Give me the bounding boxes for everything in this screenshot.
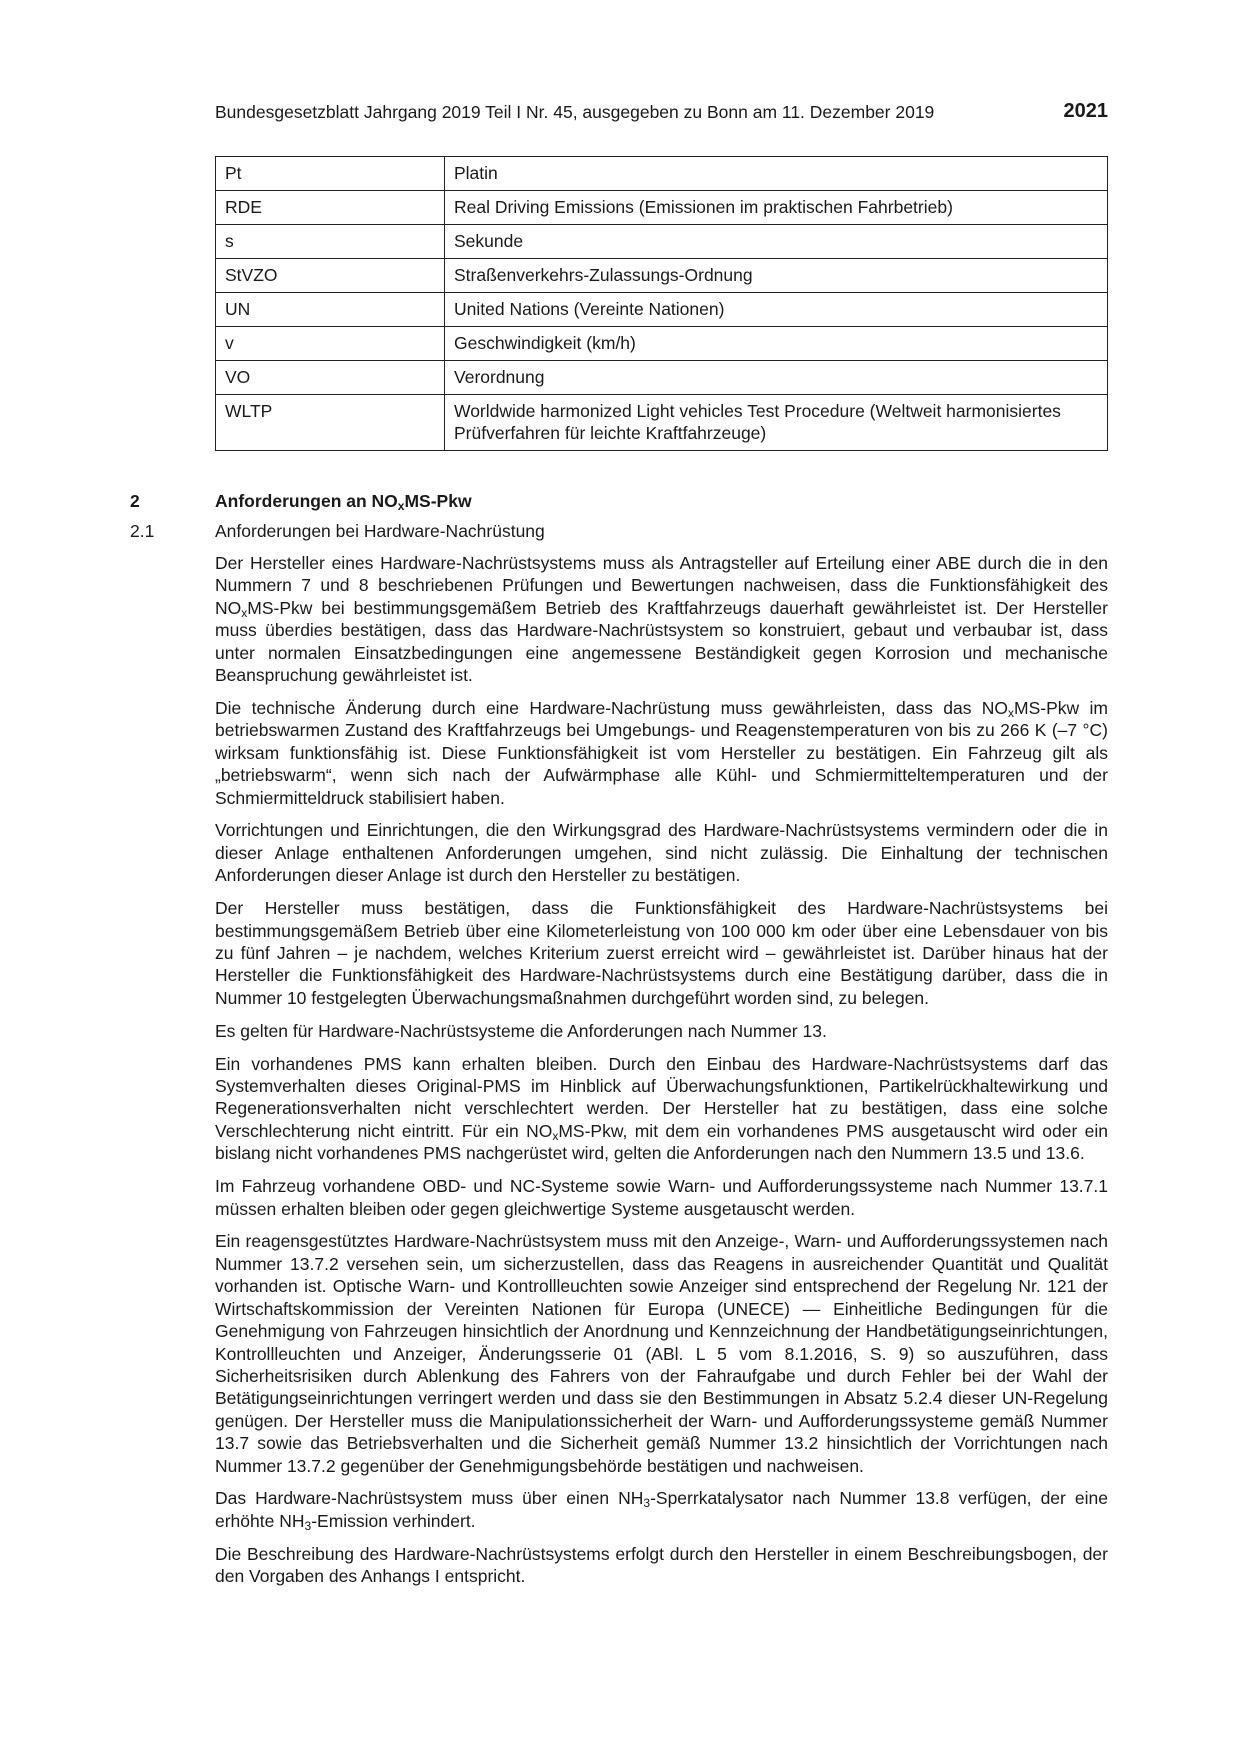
abbreviation-cell: s xyxy=(216,225,445,259)
abbreviation-cell: WLTP xyxy=(216,395,445,451)
paragraph xyxy=(215,1487,1108,1532)
paragraph-text: MS-Pkw bei bestimmungsgemäßem Betrieb des Kraftfahrzeugs dauerhaft gewährleistet ist. Der Hersteller muss überdies bestätigen, dass das Hardware-Nachrüstsystem so konstruiert, gebaut und verbaubar ist, dass unter normalen Einsatzbedingungen eine angemessene Beständigkeit gegen Korrosion und mechanische Beanspruchung gewährleistet ist. xyxy=(215,597,1108,686)
table-row xyxy=(216,327,1108,361)
abbreviation-cell: Pt xyxy=(216,157,445,191)
body-text xyxy=(215,552,1108,1598)
paragraph-text: Das Hardware-Nachrüstsystem muss über einen NH xyxy=(215,1488,644,1509)
section-heading xyxy=(215,490,472,512)
table-row xyxy=(216,191,1108,225)
paragraph-text: Ein vorhandenes PMS kann erhalten bleiben. Durch den Einbau des Hardware-Nachrüstsystems darf das Systemverhalten dieses Original-PMS im Hinblick auf Überwachungsfunktionen, Partikelrückhaltewirkung und Regenerationsverhalten nicht verschlechtert werden. Der Hersteller hat zu bestätigen, dass eine solche Verschlechterung nicht eintritt. Für ein NO xyxy=(215,1053,1108,1141)
meaning-cell: Geschwindigkeit (km/h) xyxy=(445,327,1108,361)
table-row xyxy=(216,395,1108,451)
paragraph: Es gelten für Hardware-Nachrüstsysteme die Anforderungen nach Nummer 13. xyxy=(215,1020,827,1041)
table-row xyxy=(216,157,1108,191)
meaning-cell: Worldwide harmonized Light vehicles Test Procedure (Weltweit harmonisiertes Prüfverfahren für leichte Kraftfahrzeuge) xyxy=(445,395,1108,451)
section-heading-part: MS-Pkw xyxy=(404,491,472,511)
section-heading-part: Anforderungen an NO xyxy=(215,491,398,511)
subscript: 3 xyxy=(304,1518,312,1533)
table-row xyxy=(216,293,1108,327)
subscript: x xyxy=(1008,705,1015,720)
meaning-cell: Platin xyxy=(445,157,1108,191)
abbreviation-cell: UN xyxy=(216,293,445,327)
paragraph xyxy=(215,697,1108,809)
paragraph: Im Fahrzeug vorhandene OBD- und NC-Systeme sowie Warn- und Aufforderungssysteme nach Nummer 13.7.1 müssen erhalten bleiben oder gegen gleichwertige Systeme ausgetauscht werden. xyxy=(215,1176,1108,1219)
meaning-cell: Verordnung xyxy=(445,361,1108,395)
page-number: 2021 xyxy=(1063,100,1108,122)
meaning-cell: Straßenverkehrs-Zulassungs-Ordnung xyxy=(445,259,1108,293)
paragraph: Vorrichtungen und Einrichtungen, die den Wirkungsgrad des Hardware-Nachrüstsystems vermindern oder die in dieser Anlage enthaltenen Anforderungen umgehen, sind nicht zulässig. Die Einhaltung der technischen Anforderungen dieser Anlage ist durch den Hersteller zu bestätigen. xyxy=(215,820,1108,886)
abbreviation-cell: RDE xyxy=(216,191,445,225)
paragraph-text: Der Hersteller eines Hardware-Nachrüstsystems muss als Antragsteller auf Erteilung einer ABE durch die in den Nummern 7 und 8 beschriebenen Prüfungen und Bewertungen nachweisen, dass die Funktionsfähigkeit des NO xyxy=(215,553,1108,618)
subscript: 3 xyxy=(643,1496,651,1511)
paragraph xyxy=(215,1053,1108,1165)
meaning-cell: Sekunde xyxy=(445,225,1108,259)
subscript: x xyxy=(552,1128,559,1143)
paragraph-text: -Emission verhindert. xyxy=(311,1510,476,1531)
table-row xyxy=(216,259,1108,293)
subsection-number: 2.1 xyxy=(130,521,155,541)
paragraph-text: MS-Pkw, mit dem ein vorhandenes PMS ausgetauscht wird oder ein bislang nicht vorhandenes PMS nachgerüstet wird, gelten die Anforderungen nach den Nummern 13.5 und 13.6. xyxy=(215,1120,1108,1164)
paragraph: Ein reagensgestütztes Hardware-Nachrüstsystem muss mit den Anzeige-, Warn- und Aufforderungssystemen nach Nummer 13.7.2 versehen sein, um sicherzustellen, dass das Reagens in ausreichender Quantität und Qualität vorhanden ist. Optische Warn- und Kontrollleuchten sowie Anzeiger sind entsprechend der Regelung Nr. 121 der Wirtschaftskommission der Vereinten Nationen für Europa (UNECE) — Einheitliche Bedingungen für die Genehmigung von Fahrzeugen hinsichtlich der Anordnung und Kennzeichnung der Handbetätigungseinrichtungen, Kontrollleuchten und Anzeiger, Änderungsserie 01 (ABl. L 5 vom 8.1.2016, S. 9) so auszuführen, dass Sicherheitsrisiken durch Ablenkung des Fahrers von der Fahraufgabe und durch Fehler bei der Wahl der Betätigungseinrichtungen verringert werden und dass sie den Bestimmungen in Absatz 5.2.4 dieser UN-Regelung genügen. Der Hersteller muss die Manipulationssicherheit der Warn- und Aufforderungssysteme gemäß Nummer 13.7 sowie das Betriebsverhalten und die Sicherheit gemäß Nummer 13.2 hinsichtlich der Vorrichtungen nach Nummer 13.7.2 gegenüber der Genehmigungsbehörde bestätigen und nachweisen. xyxy=(215,1231,1108,1476)
abbreviation-cell: StVZO xyxy=(216,259,445,293)
subscript: x xyxy=(241,605,248,620)
paragraph-text: -Sperrkatalysator nach Nummer 13.8 verfügen, der eine erhöhte NH xyxy=(215,1488,1108,1531)
abbreviation-cell: v xyxy=(216,327,445,361)
meaning-cell: United Nations (Vereinte Nationen) xyxy=(445,293,1108,327)
paragraph-text: MS-Pkw im betriebswarmen Zustand des Kraftfahrzeugs bei Umgebungs- und Reagenstemperaturen von bis zu 266 K (–7 °C) wirksam funktionsfähig ist. Diese Funktionsfähigkeit ist vom Hersteller zu bestätigen. Ein Fahrzeug gilt als „betriebswarm“, wenn sich nach der Aufwärmphase alle Kühl- und Schmiermitteltemperaturen und der Schmiermitteldruck stabilisiert haben. xyxy=(215,697,1108,808)
table-row xyxy=(216,361,1108,395)
abbreviation-table xyxy=(215,156,1108,451)
section-number: 2 xyxy=(130,491,140,511)
paragraph-text: Die technische Änderung durch eine Hardware-Nachrüstung muss gewährleisten, dass das NO xyxy=(215,697,1009,718)
meaning-cell: Real Driving Emissions (Emissionen im praktischen Fahrbetrieb) xyxy=(445,191,1108,225)
paragraph xyxy=(215,552,1108,686)
table-row xyxy=(216,225,1108,259)
paragraph: Der Hersteller muss bestätigen, dass die Funktionsfähigkeit des Hardware-Nachrüstsystems bei bestimmungsgemäßem Betrieb über eine Kilometerleistung von 100 000 km oder über eine Lebensdauer von bis zu fünf Jahren – je nachdem, welches Kriterium zuerst erreicht wird – gewährleistet ist. Darüber hinaus hat der Hersteller die Funktionsfähigkeit des Hardware-Nachrüstsystems durch eine Bestätigung darüber, dass die in Nummer 10 festgelegten Überwachungsmaßnahmen durchgeführt worden sind, zu belegen. xyxy=(215,898,1108,1008)
abbreviation-cell: VO xyxy=(216,361,445,395)
paragraph: Die Beschreibung des Hardware-Nachrüstsystems erfolgt durch den Hersteller in einem Beschreibungsbogen, der den Vorgaben des Anhangs I entspricht. xyxy=(215,1543,1108,1587)
subsection-heading: Anforderungen bei Hardware-Nachrüstung xyxy=(215,521,545,541)
subscript: x xyxy=(397,499,405,513)
header-title: Bundesgesetzblatt Jahrgang 2019 Teil I Nr. 45, ausgegeben zu Bonn am 11. Dezember 2019 xyxy=(215,102,935,122)
page-header xyxy=(215,100,1108,126)
